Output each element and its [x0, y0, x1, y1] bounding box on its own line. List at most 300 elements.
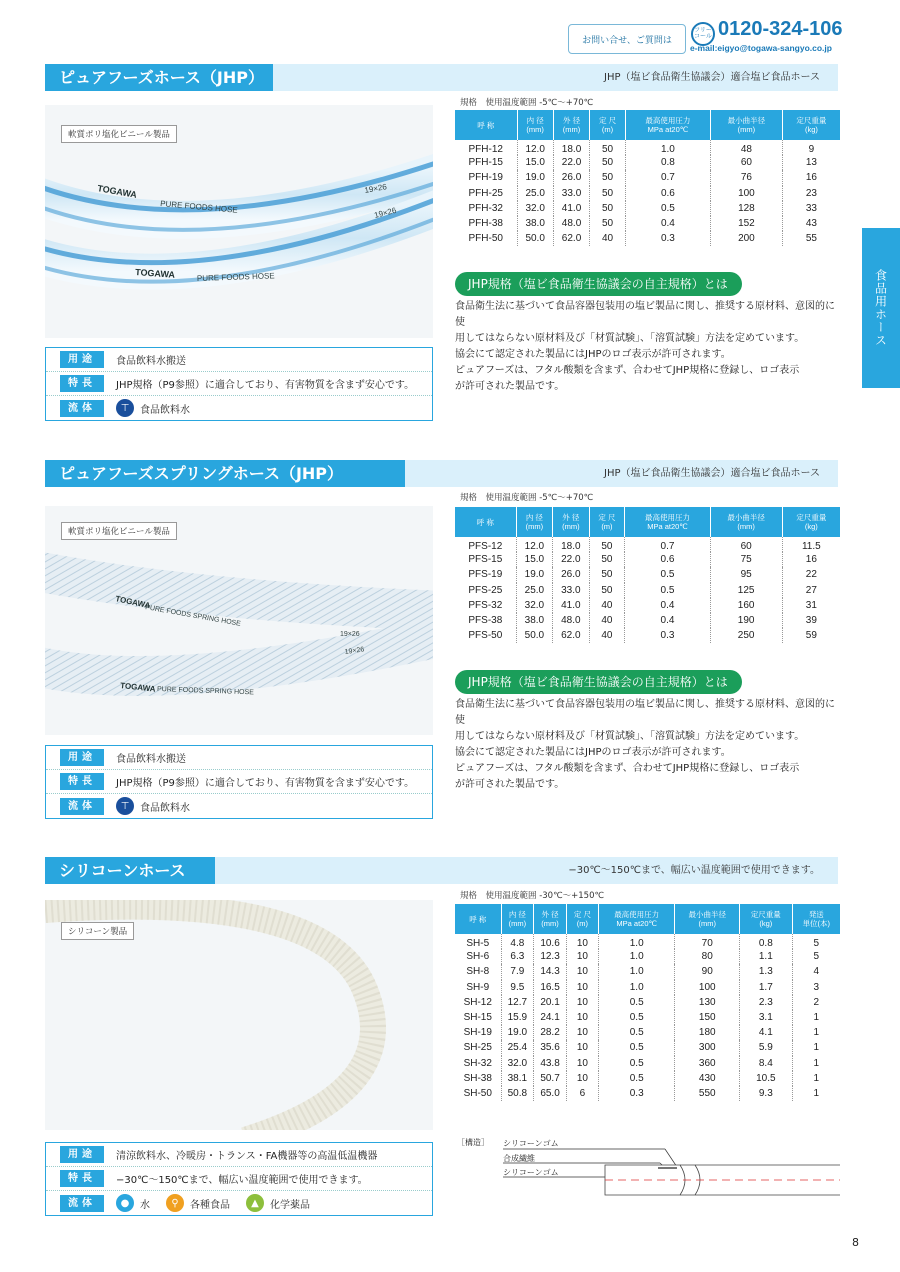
- info-row-feature: [46, 1167, 432, 1191]
- table-cell: 15.0: [517, 155, 553, 170]
- table-cell: PFS-38: [455, 613, 516, 628]
- table-cell: 7.9: [501, 964, 534, 979]
- hose-print-brand: TOGAWA: [114, 594, 152, 611]
- table-cell: 6: [566, 1086, 598, 1101]
- table-cell: PFH-50: [455, 231, 517, 246]
- email-address[interactable]: e-mail:eigyo@togawa-sangyo.co.jp: [690, 43, 832, 53]
- table-cell: 10: [566, 995, 598, 1010]
- desc-line: ピュアフーズは、フタル酸類を含まず、合わせてJHP規格に登録し、ロゴ表示: [455, 365, 800, 376]
- table-body: [455, 934, 840, 1101]
- table-cell: 2.3: [740, 995, 793, 1010]
- hose-print-size: 19×26: [363, 182, 388, 195]
- hose-print-product: PURE FOODS SPRING HOSE: [156, 686, 254, 697]
- table-cell: 22: [805, 569, 817, 581]
- table-cell: 48: [711, 140, 783, 155]
- table-header-row: [455, 110, 840, 140]
- table-cell: 50.0: [517, 231, 553, 246]
- table-cell: 10: [566, 1025, 598, 1040]
- table-cell: 41.0: [553, 201, 589, 216]
- table-cell: 0.3: [625, 231, 710, 246]
- fluid-value: [116, 797, 190, 815]
- table-cell: 50: [590, 186, 626, 201]
- table-cell: 39: [805, 615, 817, 627]
- table-cell: 15.0: [516, 552, 552, 567]
- product-photo: [45, 900, 433, 1130]
- table-cell: SH-38: [455, 1071, 501, 1086]
- table-cell: 50: [589, 583, 625, 598]
- table-cell: 10: [566, 949, 598, 964]
- table-cell: 150: [675, 1010, 740, 1025]
- faucet-icon: ⊤: [116, 399, 134, 417]
- table-cell: 100: [675, 980, 740, 995]
- table-cell: 5.9: [740, 1040, 793, 1055]
- table-cell: 50: [589, 537, 625, 552]
- table-cell: 250: [710, 628, 782, 643]
- table-cell: 18.0: [553, 537, 589, 552]
- table-cell: 1.7: [740, 980, 793, 995]
- table-cell: 1: [813, 1057, 820, 1069]
- use-label: 用途: [60, 749, 104, 766]
- table-cell: 19.0: [501, 1025, 534, 1040]
- table-cell: 22.0: [553, 155, 589, 170]
- table-cell: 40: [589, 613, 625, 628]
- table-cell: 0.3: [598, 1086, 675, 1101]
- table-cell: 125: [710, 583, 782, 598]
- table-cell: 0.5: [625, 583, 710, 598]
- table-cell: 2: [813, 996, 820, 1008]
- table-row: [455, 1040, 840, 1055]
- table-row: [455, 613, 840, 628]
- feature-value: JHP規格（P9参照）に適合しており、有害物質を含まず安心です。: [116, 380, 415, 391]
- table-cell: 43.8: [534, 1056, 567, 1071]
- desc-line: が許可された製品です。: [455, 381, 565, 392]
- table-header-row: [455, 904, 840, 934]
- column-header: 呼 称: [455, 110, 517, 140]
- table-cell: 50.8: [501, 1086, 534, 1101]
- feature-label: 特長: [60, 1170, 104, 1187]
- table-row: [455, 949, 840, 964]
- column-header: 定尺重量 (kg): [782, 507, 840, 537]
- column-header: 定尺重量 (kg): [782, 110, 840, 140]
- desc-line: 協会にて認定された製品にはJHPのロゴ表示が許可されます。: [455, 349, 731, 360]
- table-cell: PFH-15: [455, 155, 517, 170]
- table-row: [455, 231, 840, 246]
- table-cell: 5: [813, 938, 820, 950]
- table-row: [455, 628, 840, 643]
- table-cell: 10: [566, 964, 598, 979]
- table-cell: 1: [813, 1042, 820, 1054]
- material-label: 軟質ポリ塩化ビニール製品: [61, 522, 177, 540]
- page-number: 8: [852, 1236, 859, 1249]
- section-title: シリコーンホース: [45, 857, 215, 884]
- table-cell: 1.0: [598, 949, 675, 964]
- fluid-text: 食品飲料水: [140, 404, 190, 416]
- spec-table: [455, 904, 840, 1101]
- table-cell: 0.4: [625, 598, 710, 613]
- table-cell: PFS-50: [455, 628, 516, 643]
- table-row: [455, 964, 840, 979]
- table-body: [455, 537, 840, 643]
- section-title: ピュアフーズホース（JHP）: [45, 64, 273, 91]
- info-row-fluid: [46, 794, 432, 818]
- table-cell: 360: [675, 1056, 740, 1071]
- table-cell: 430: [675, 1071, 740, 1086]
- water-drop-icon: ●: [116, 1194, 134, 1212]
- info-row-use: [46, 1143, 432, 1167]
- table-cell: PFS-15: [455, 552, 516, 567]
- table-row: [455, 567, 840, 582]
- section-subtitle: −30℃～150℃まで、幅広い温度範囲で使用できます。: [568, 865, 820, 876]
- fluid-value: [116, 1194, 310, 1212]
- table-cell: 76: [711, 170, 783, 185]
- spec-table: [455, 507, 840, 643]
- fluid-label: 流体: [60, 400, 104, 417]
- fluid-label: 流体: [60, 798, 104, 815]
- table-cell: 5: [813, 951, 820, 963]
- table-cell: PFS-12: [455, 537, 516, 552]
- spec-temperature: 規格 使用温度範囲 -5℃～+70℃: [460, 98, 594, 108]
- table-cell: 31: [805, 599, 817, 611]
- table-cell: 8.4: [740, 1056, 793, 1071]
- table-cell: 0.7: [625, 537, 710, 552]
- table-cell: 300: [675, 1040, 740, 1055]
- table-cell: SH-32: [455, 1056, 501, 1071]
- info-row-feature: [46, 372, 432, 396]
- table-cell: 152: [711, 216, 783, 231]
- table-cell: 0.5: [598, 995, 675, 1010]
- table-cell: SH-6: [455, 949, 501, 964]
- table-cell: 32.0: [517, 201, 553, 216]
- fluid-text: 食品飲料水: [140, 802, 190, 814]
- table-cell: 1.0: [598, 964, 675, 979]
- column-header: 最高使用圧力 MPa at20℃: [625, 110, 710, 140]
- section-title: ピュアフーズスプリングホース（JHP）: [45, 460, 405, 487]
- column-header: 最高使用圧力 MPa at20℃: [625, 507, 710, 537]
- phone-number[interactable]: 0120-324-106: [718, 18, 843, 40]
- table-row: [455, 201, 840, 216]
- table-cell: 0.7: [625, 170, 710, 185]
- table-cell: 16: [805, 172, 817, 184]
- table-row: [455, 598, 840, 613]
- info-box: [45, 745, 433, 819]
- feature-label: 特長: [60, 375, 104, 392]
- table-header-row: [455, 507, 840, 537]
- hose-print-product: PURE FOODS HOSE: [159, 199, 239, 215]
- table-cell: PFS-25: [455, 583, 516, 598]
- table-cell: 130: [675, 995, 740, 1010]
- info-box: [45, 1142, 433, 1216]
- table-cell: 95: [710, 567, 782, 582]
- feature-label: 特長: [60, 773, 104, 790]
- table-cell: 1: [813, 1087, 820, 1099]
- table-cell: 90: [675, 964, 740, 979]
- table-cell: 19.0: [516, 567, 552, 582]
- column-header: 外 径 (mm): [553, 110, 589, 140]
- product-photo: [45, 506, 433, 735]
- table-cell: PFH-19: [455, 170, 517, 185]
- table-cell: SH-15: [455, 1010, 501, 1025]
- table-cell: 10: [566, 934, 598, 949]
- table-cell: 33.0: [553, 186, 589, 201]
- section-header: [45, 460, 838, 487]
- layer-middle: 合成繊維: [503, 1154, 535, 1163]
- table-cell: 19.0: [517, 170, 553, 185]
- section-subtitle: JHP（塩ビ食品衛生協議会）適合塩ビ食品ホース: [604, 468, 820, 479]
- hose-print-brand: TOGAWA: [96, 183, 138, 200]
- info-row-use: [46, 746, 432, 770]
- column-header: 定尺重量 (kg): [740, 904, 793, 934]
- table-cell: 55: [805, 233, 817, 245]
- table-cell: 10.5: [740, 1071, 793, 1086]
- table-cell: 11.5: [801, 541, 821, 553]
- table-cell: 9.3: [740, 1086, 793, 1101]
- side-tab[interactable]: 食品用ホース: [862, 228, 900, 388]
- table-cell: SH-25: [455, 1040, 501, 1055]
- table-cell: 1.3: [740, 964, 793, 979]
- use-value: 食品飲料水搬送: [116, 754, 186, 765]
- table-row: [455, 170, 840, 185]
- column-header: 外 径 (mm): [534, 904, 567, 934]
- table-cell: 0.5: [598, 1040, 675, 1055]
- table-cell: 13: [805, 157, 817, 169]
- table-cell: 12.3: [534, 949, 567, 964]
- table-cell: 10: [566, 1071, 598, 1086]
- table-cell: 180: [675, 1025, 740, 1040]
- table-cell: SH-9: [455, 980, 501, 995]
- desc-line: 用してはならない原材料及び「材質試験」、「溶質試験」方法を定めています。: [455, 333, 805, 344]
- structure-label: ［構造］: [457, 1138, 489, 1147]
- table-cell: 0.4: [625, 216, 710, 231]
- table-row: [455, 537, 840, 552]
- column-header: 定 尺 (m): [590, 110, 626, 140]
- table-cell: 28.2: [534, 1025, 567, 1040]
- faucet-icon: ⊤: [116, 797, 134, 815]
- table-cell: 32.0: [501, 1056, 534, 1071]
- table-row: [455, 1056, 840, 1071]
- column-header: 最小曲半径 (mm): [710, 507, 782, 537]
- hose-print-brand: TOGAWA: [134, 267, 176, 280]
- column-header: 最小曲半径 (mm): [675, 904, 740, 934]
- table-cell: SH-8: [455, 964, 501, 979]
- table-cell: 3: [813, 981, 820, 993]
- column-header: 発送 単位(本): [792, 904, 840, 934]
- table-cell: SH-5: [455, 934, 501, 949]
- table-cell: 27: [805, 584, 817, 596]
- structure-diagram: [455, 1135, 840, 1205]
- column-header: 内 径 (mm): [517, 110, 553, 140]
- column-header: 内 径 (mm): [516, 507, 552, 537]
- table-cell: 40: [589, 628, 625, 643]
- hose-print-product: PURE FOODS HOSE: [196, 271, 275, 283]
- table-cell: 12.0: [517, 140, 553, 155]
- table-cell: 25.0: [516, 583, 552, 598]
- table-cell: 60: [710, 537, 782, 552]
- table-cell: 10: [566, 980, 598, 995]
- section-header: [45, 857, 838, 884]
- table-cell: 128: [711, 201, 783, 216]
- use-label: 用途: [60, 351, 104, 368]
- layer-outer: シリコーンゴム: [503, 1139, 559, 1148]
- table-cell: 38.0: [516, 613, 552, 628]
- table-cell: 9.5: [501, 980, 534, 995]
- column-header: 定 尺 (m): [589, 507, 625, 537]
- jhp-description: [455, 697, 840, 793]
- jhp-description: [455, 299, 840, 395]
- column-header: 内 径 (mm): [501, 904, 534, 934]
- table-cell: 20.1: [534, 995, 567, 1010]
- table-row: [455, 155, 840, 170]
- table-cell: 4.8: [501, 934, 534, 949]
- table-cell: 1: [813, 1012, 820, 1024]
- desc-line: ピュアフーズは、フタル酸類を含まず、合わせてJHP規格に登録し、ロゴ表示: [455, 763, 800, 774]
- table-cell: 38.1: [501, 1071, 534, 1086]
- section-subtitle: JHP（塩ビ食品衛生協議会）適合塩ビ食品ホース: [604, 72, 820, 83]
- table-cell: 16: [805, 554, 817, 566]
- feature-value: −30℃～150℃まで、幅広い温度範囲で使用できます。: [116, 1175, 368, 1186]
- table-cell: PFS-19: [455, 567, 516, 582]
- use-value: 清涼飲料水、冷暖房・トランス・FA機器等の高温低温機器: [116, 1151, 378, 1162]
- table-cell: 32.0: [516, 598, 552, 613]
- table-cell: 33.0: [553, 583, 589, 598]
- chemical-flask-icon: ▲: [246, 1194, 264, 1212]
- section-header: [45, 64, 838, 91]
- table-cell: 0.5: [625, 201, 710, 216]
- table-row: [455, 552, 840, 567]
- table-cell: 25.0: [517, 186, 553, 201]
- table-cell: 50: [589, 552, 625, 567]
- table-cell: 62.0: [553, 231, 589, 246]
- table-cell: 80: [675, 949, 740, 964]
- table-row: [455, 980, 840, 995]
- table-cell: 26.0: [553, 170, 589, 185]
- table-cell: 12.0: [516, 537, 552, 552]
- table-cell: 70: [675, 934, 740, 949]
- column-header: 呼 称: [455, 904, 501, 934]
- table-cell: 62.0: [553, 628, 589, 643]
- jhp-heading: JHP規格（塩ビ食品衛生協議会の自主規格）とは: [455, 670, 742, 694]
- table-cell: 0.6: [625, 552, 710, 567]
- spec-table: [455, 110, 840, 246]
- table-cell: 0.5: [598, 1071, 675, 1086]
- table-cell: 1.1: [740, 949, 793, 964]
- table-row: [455, 995, 840, 1010]
- table-cell: 1.0: [598, 934, 675, 949]
- desc-line: 食品衛生法に基づいて食品容器包装用の塩ビ製品に関し、推奨する原材料、意図的に使: [455, 301, 835, 328]
- table-cell: PFS-32: [455, 598, 516, 613]
- table-cell: 75: [710, 552, 782, 567]
- table-cell: 50: [590, 170, 626, 185]
- table-row: [455, 1010, 840, 1025]
- contact-label: お問い合せ、ご質問は: [568, 24, 686, 54]
- table-cell: SH-12: [455, 995, 501, 1010]
- table-cell: 50: [590, 201, 626, 216]
- jhp-heading: JHP規格（塩ビ食品衛生協議会の自主規格）とは: [455, 272, 742, 296]
- table-row: [455, 216, 840, 231]
- material-label: 軟質ポリ塩化ビニール製品: [61, 125, 177, 143]
- table-cell: 9: [808, 144, 815, 156]
- table-cell: 38.0: [517, 216, 553, 231]
- desc-line: 食品衛生法に基づいて食品容器包装用の塩ビ製品に関し、推奨する原材料、意図的に使: [455, 699, 835, 726]
- table-row: [455, 140, 840, 155]
- table-row: [455, 186, 840, 201]
- info-row-use: [46, 348, 432, 372]
- table-cell: 200: [711, 231, 783, 246]
- table-cell: 10.6: [534, 934, 567, 949]
- table-cell: PFH-25: [455, 186, 517, 201]
- table-cell: 10: [566, 1056, 598, 1071]
- hose-print-product: PURE FOODS SPRING HOSE: [144, 604, 242, 628]
- layer-inner: シリコーンゴム: [503, 1168, 559, 1177]
- table-cell: 26.0: [553, 567, 589, 582]
- column-header: 最小曲半径 (mm): [711, 110, 783, 140]
- table-cell: 50.0: [516, 628, 552, 643]
- table-cell: 0.3: [625, 628, 710, 643]
- table-cell: PFH-12: [455, 140, 517, 155]
- table-row: [455, 1086, 840, 1101]
- table-cell: 65.0: [534, 1086, 567, 1101]
- table-cell: 50: [589, 567, 625, 582]
- table-cell: 40: [590, 231, 626, 246]
- hose-cross-section: [455, 1135, 840, 1205]
- table-cell: 18.0: [553, 140, 589, 155]
- desc-line: 用してはならない原材料及び「材質試験」、「溶質試験」方法を定めています。: [455, 731, 805, 742]
- column-header: 外 径 (mm): [553, 507, 589, 537]
- column-header: 呼 称: [455, 507, 516, 537]
- info-row-feature: [46, 770, 432, 794]
- table-row: [455, 934, 840, 949]
- table-cell: 0.8: [740, 934, 793, 949]
- use-label: 用途: [60, 1146, 104, 1163]
- fluid-label: 流体: [60, 1195, 104, 1212]
- table-cell: 4.1: [740, 1025, 793, 1040]
- table-cell: 10: [566, 1040, 598, 1055]
- fluid-text: 各種食品: [190, 1199, 230, 1211]
- table-cell: PFH-32: [455, 201, 517, 216]
- table-cell: 43: [805, 218, 817, 230]
- table-cell: 40: [589, 598, 625, 613]
- table-cell: 1: [813, 1072, 820, 1084]
- product-photo: [45, 105, 433, 338]
- table-cell: 0.8: [625, 155, 710, 170]
- table-cell: 550: [675, 1086, 740, 1101]
- table-cell: 100: [711, 186, 783, 201]
- table-cell: 1.0: [625, 140, 710, 155]
- table-row: [455, 1071, 840, 1086]
- info-box: [45, 347, 433, 421]
- table-cell: 50: [590, 155, 626, 170]
- table-cell: 50: [590, 140, 626, 155]
- table-row: [455, 1025, 840, 1040]
- spec-temperature: 規格 使用温度範囲 -30℃～+150℃: [460, 891, 605, 901]
- table-cell: 0.5: [625, 567, 710, 582]
- table-cell: 3.1: [740, 1010, 793, 1025]
- table-cell: 60: [711, 155, 783, 170]
- table-cell: 160: [710, 598, 782, 613]
- table-cell: 23: [805, 187, 817, 199]
- material-label: シリコーン製品: [61, 922, 134, 940]
- feature-value: JHP規格（P9参照）に適合しており、有害物質を含まず安心です。: [116, 778, 415, 789]
- fluid-text: 水: [140, 1199, 150, 1211]
- hose-illustration: [45, 506, 433, 735]
- table-cell: 35.6: [534, 1040, 567, 1055]
- table-cell: SH-19: [455, 1025, 501, 1040]
- fluid-value: [116, 399, 190, 417]
- table-cell: 0.5: [598, 1025, 675, 1040]
- table-cell: 0.5: [598, 1010, 675, 1025]
- table-body: [455, 140, 840, 246]
- desc-line: 協会にて認定された製品にはJHPのロゴ表示が許可されます。: [455, 747, 731, 758]
- desc-line: が許可された製品です。: [455, 779, 565, 790]
